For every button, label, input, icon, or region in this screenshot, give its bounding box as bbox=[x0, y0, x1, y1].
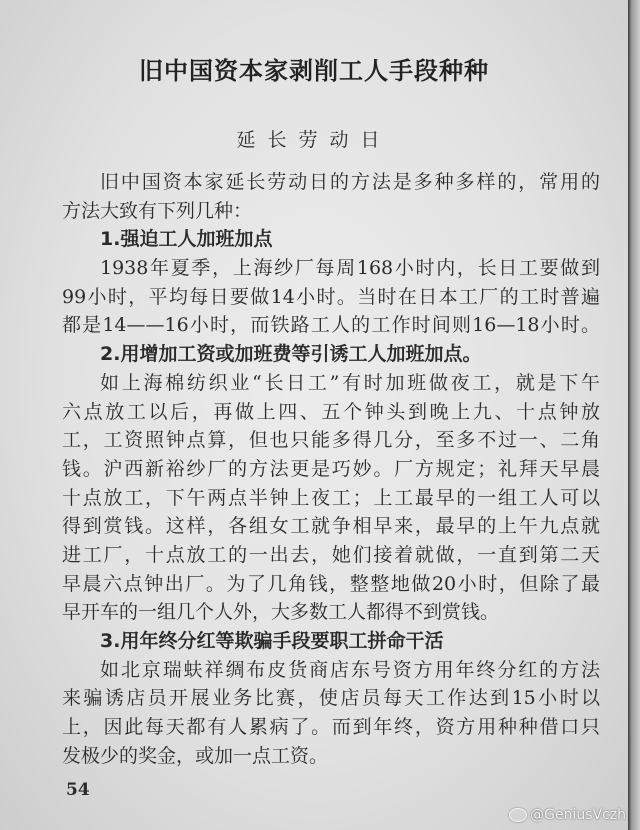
section-title: 延长劳动日 bbox=[236, 129, 392, 151]
text-line: 工，工资照钟点算，但也只能多得几分，至多不过一、二角 bbox=[62, 429, 600, 452]
text-line: 方法大致有下列几种： bbox=[62, 199, 253, 222]
weibo-icon bbox=[509, 808, 527, 822]
text-line: 1938年夏季，上海纱厂每周168小时内，长日工要做到 bbox=[100, 257, 600, 280]
text-line: 都是14——16小时，而铁路工人的工作时间则16—18小时。 bbox=[62, 314, 600, 337]
text-line: 99小时，平均每日要做14小时。当时在日本工厂的工时普遍 bbox=[62, 285, 600, 308]
heading-3: 3.用年终分红等欺骗手段要职工拼命干活 bbox=[100, 630, 444, 652]
text-line: 来骗诱店员开展业务比赛，使店员每天工作达到15小时以 bbox=[62, 687, 600, 710]
text-line: 旧中国资本家延长劳动日的方法是多种多样的，常用的 bbox=[100, 171, 600, 193]
page-title: 旧中国资本家剥削工人手段种种 bbox=[139, 56, 489, 85]
text-line: 早开车的一组几个人外，大多数工人都得不到赏钱。 bbox=[62, 601, 500, 624]
watermark bbox=[509, 806, 626, 824]
text-line: 早晨六点钟出厂。为了几角钱，整整地做20小时，但除了最 bbox=[62, 572, 600, 595]
text-line: 进工厂，十点放工的一出去，她们接着就做，一直到第二天 bbox=[62, 543, 600, 566]
text-line: 得到赏钱。这样，各组女工就争相早来，最早的上午九点就 bbox=[62, 515, 600, 538]
text-line: 如北京瑞蚨祥绸布皮货商店东号资方用年终分红的方法 bbox=[100, 658, 600, 681]
text-line: 十点放工，下午两点半钟上夜工；上工最早的一组工人可以 bbox=[62, 486, 600, 509]
heading-1: 1.强迫工人加班加点 bbox=[100, 228, 273, 251]
page-number: 54 bbox=[66, 780, 90, 800]
page-edge bbox=[628, 0, 640, 830]
text-line: 上，因此每天都有人累病了。而到年终，资方用种种借口只 bbox=[62, 716, 600, 739]
body-text bbox=[62, 168, 600, 770]
text-line: 如上海棉纺织业“长日工”有时加班做夜工，就是下午 bbox=[100, 371, 600, 394]
text-line: 钱。沪西新裕纱厂的方法更是巧妙。厂方规定；礼拜天早晨 bbox=[62, 457, 600, 480]
heading-2: 2.用增加工资或加班费等引诱工人加班加点。 bbox=[100, 343, 482, 366]
text-line: 六点放工以后，再做上四、五个钟头到晚上九、十点钟放 bbox=[62, 400, 600, 423]
watermark-text: @GeniusVczh bbox=[530, 807, 626, 823]
text-line: 发极少的奖金，或加一点工资。 bbox=[62, 744, 329, 767]
